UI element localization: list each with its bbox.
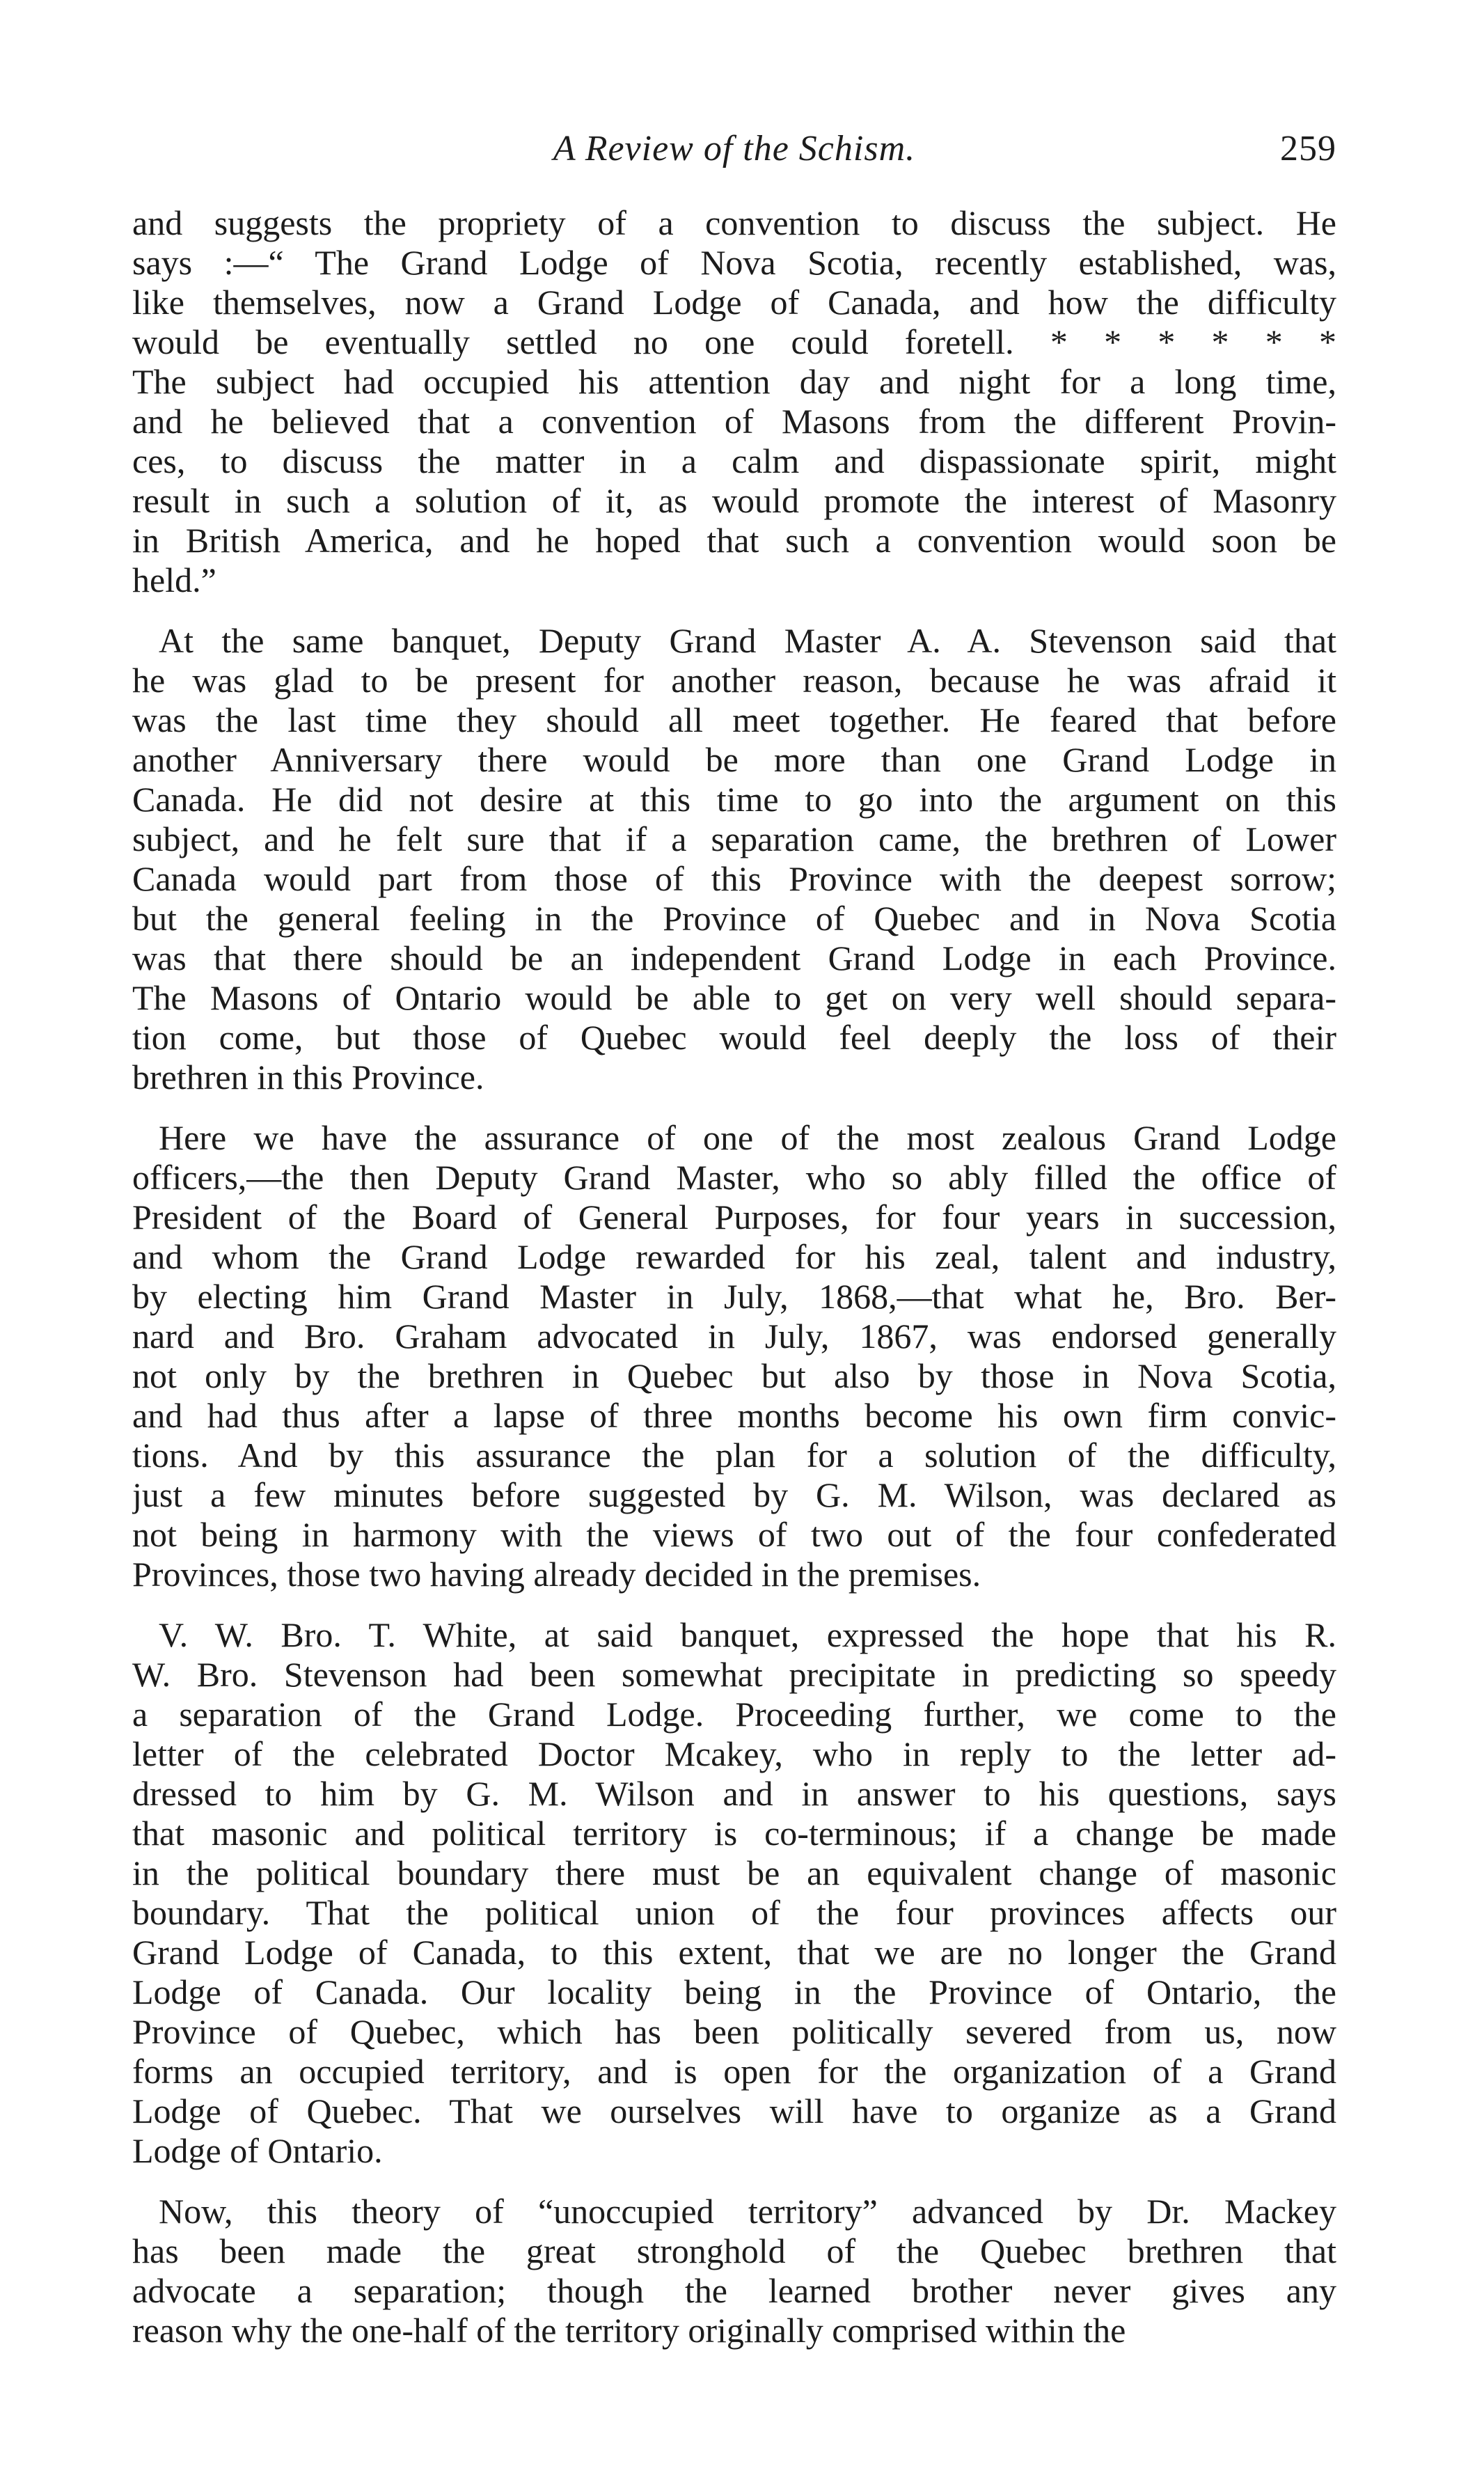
text-line: and whom the Grand Lodge rewarded for his zeal, talent and industry, <box>132 1237 1336 1276</box>
text-line: and suggests the propriety of a convention to discuss the subject. He <box>132 203 1336 242</box>
text-line: Province of Quebec, which has been politically severed from us, now <box>132 2012 1336 2051</box>
text-line: and he believed that a convention of Masons from the different Provin- <box>132 402 1336 441</box>
text-line: another Anniversary there would be more than one Grand Lodge in <box>132 740 1336 779</box>
text-line: tions. And by this assurance the plan for a solution of the difficulty, <box>132 1436 1336 1475</box>
text-line: W. Bro. Stevenson had been somewhat precipitate in predicting so speedy <box>132 1655 1336 1694</box>
text-line: by electing him Grand Master in July, 1868,—that what he, Bro. Ber- <box>132 1277 1336 1316</box>
text-line: a separation of the Grand Lodge. Proceeding further, we come to the <box>132 1695 1336 1734</box>
text-line: in British America, and he hoped that such a convention would soon be <box>132 521 1336 560</box>
paragraph <box>132 203 1336 600</box>
running-title: A Review of the Schism. <box>553 129 916 168</box>
text-line: was the last time they should all meet together. He feared that before <box>132 700 1336 739</box>
text-line: The subject had occupied his attention day and night for a long time, <box>132 362 1336 401</box>
text-line: but the general feeling in the Province of Quebec and in Nova Scotia <box>132 899 1336 938</box>
page-number: 259 <box>1280 129 1336 168</box>
text-line: just a few minutes before suggested by G. M. Wilson, was declared as <box>132 1475 1336 1514</box>
text-line: officers,—the then Deputy Grand Master, who so ably filled the office of <box>132 1158 1336 1197</box>
paragraph <box>132 1615 1336 2171</box>
text-line: boundary. That the political union of the four provinces affects our <box>132 1893 1336 1932</box>
paragraph <box>132 1118 1336 1594</box>
text-line: letter of the celebrated Doctor Mcakey, who in reply to the letter ad- <box>132 1734 1336 1773</box>
text-line: held.” <box>132 560 216 599</box>
text-line: reason why the one-half of the territory originally comprised within the <box>132 2311 1126 2350</box>
text-line: President of the Board of General Purposes, for four years in succession, <box>132 1198 1336 1236</box>
text-line: V. W. Bro. T. White, at said banquet, expressed the hope that his R. <box>159 1615 1336 1654</box>
text-line: Canada. He did not desire at this time to go into the argument on this <box>132 780 1336 819</box>
text-line: At the same banquet, Deputy Grand Master A. A. Stevenson said that <box>159 621 1336 660</box>
text-line: subject, and he felt sure that if a separation came, the brethren of Lower <box>132 819 1336 858</box>
text-line: brethren in this Province. <box>132 1058 484 1097</box>
text-line: that masonic and political territory is co-terminous; if a change be made <box>132 1814 1336 1853</box>
text-line: like themselves, now a Grand Lodge of Canada, and how the difficulty <box>132 283 1336 322</box>
text-line: dressed to him by G. M. Wilson and in answer to his questions, says <box>132 1774 1336 1813</box>
text-line: Canada would part from those of this Province with the deepest sorrow; <box>132 859 1336 898</box>
text-line: was that there should be an independent Grand Lodge in each Province. <box>132 939 1336 977</box>
text-line: has been made the great stronghold of the Quebec brethren that <box>132 2231 1336 2270</box>
text-line: Grand Lodge of Canada, to this extent, that we are no longer the Grand <box>132 1933 1336 1972</box>
text-line: Provinces, those two having already decided in the premises. <box>132 1555 981 1594</box>
text-line: not only by the brethren in Quebec but also by those in Nova Scotia, <box>132 1356 1336 1395</box>
text-line: Now, this theory of “unoccupied territory” advanced by Dr. Mackey <box>159 2192 1336 2231</box>
text-line: Lodge of Ontario. <box>132 2131 383 2170</box>
text-line: he was glad to be present for another reason, because he was afraid it <box>132 661 1336 700</box>
text-line: Lodge of Canada. Our locality being in the Province of Ontario, the <box>132 1972 1336 2011</box>
text-line: not being in harmony with the views of two out of the four confederated <box>132 1515 1336 1554</box>
text-line: tion come, but those of Quebec would feel deeply the loss of their <box>132 1018 1336 1057</box>
paragraph <box>132 2192 1336 2350</box>
text-line: forms an occupied territory, and is open for the organization of a Grand <box>132 2052 1336 2091</box>
running-head <box>132 124 1336 173</box>
body-text <box>132 203 1336 2371</box>
text-line: nard and Bro. Graham advocated in July, 1867, was endorsed generally <box>132 1317 1336 1356</box>
text-line: ces, to discuss the matter in a calm and dispassionate spirit, might <box>132 441 1336 480</box>
text-line: advocate a separation; though the learned brother never gives any <box>132 2271 1336 2310</box>
text-line: and had thus after a lapse of three months become his own firm convic- <box>132 1396 1336 1435</box>
text-line: Lodge of Quebec. That we ourselves will have to organize as a Grand <box>132 2091 1336 2130</box>
text-line: says :—“ The Grand Lodge of Nova Scotia, recently established, was, <box>132 243 1336 282</box>
paragraph <box>132 621 1336 1097</box>
text-line: would be eventually settled no one could foretell. * * * * * * <box>132 322 1336 361</box>
text-line: result in such a solution of it, as would promote the interest of Masonry <box>132 481 1336 520</box>
text-line: Here we have the assurance of one of the most zealous Grand Lodge <box>159 1118 1336 1157</box>
text-line: The Masons of Ontario would be able to get on very well should separa- <box>132 978 1336 1017</box>
text-line: in the political boundary there must be an equivalent change of masonic <box>132 1853 1336 1892</box>
